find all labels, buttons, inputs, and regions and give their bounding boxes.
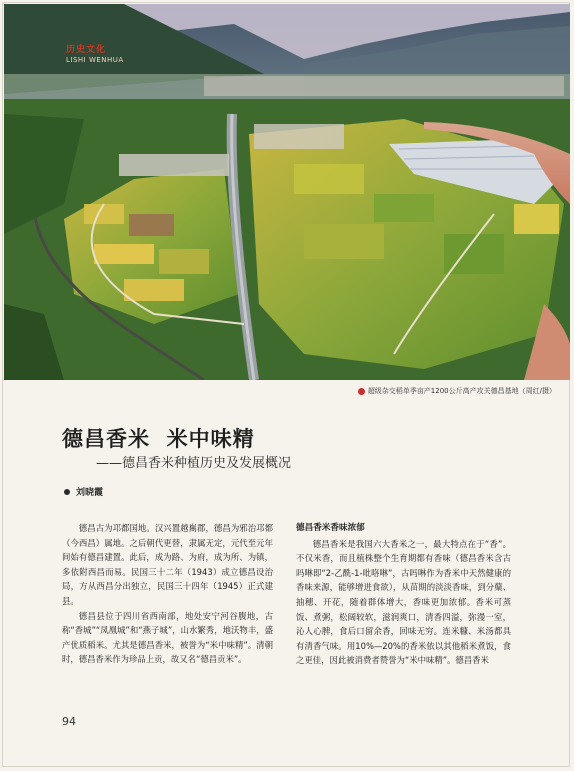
brand-pinyin: LISHI WENHUA [66, 56, 124, 64]
page-number: 94 [62, 715, 76, 728]
paragraph: 德昌古为邛都国地。汉兴置越嶲郡，德昌为邪治邛都（今西昌）属地。之后朝代更替，隶属无定，元代至元年间始有德昌建置。此后，成为路、为府，成为所、为镇，多依附西昌而易。民国三十二年（1943）成立德昌设治局，方从西昌分出独立，民国三十四年（1945）正式建县。 [62, 523, 273, 606]
paragraph: 德昌县位于四川省西南部，地处安宁河谷腹地，古称“香城”“凤凰城”和“燕子城”，山水繁秀，地沃物丰，盛产优质稻米。尤其是德昌香米，被誉为“米中味精”。清朝时，德昌香米作为珍品上贡，故又名“德昌贡米”。 [62, 610, 273, 665]
photo-caption [358, 386, 556, 396]
author-name: 刘晓霞 [76, 488, 104, 498]
brand-chinese: 历史文化 [66, 45, 107, 55]
caption-bullet-icon [358, 388, 365, 395]
caption-text: 超级杂交稻单季亩产1200公斤高产攻关德昌基地（周红/摄） [367, 387, 556, 395]
right-column [296, 521, 511, 668]
section-brand [66, 46, 124, 64]
author-bullet-icon [64, 489, 70, 495]
article-title: 德昌香米 米中味精 [62, 427, 255, 451]
article-subtitle: ——德昌香米种植历史及发展概况 [96, 456, 292, 471]
paragraph: 德昌香米是我国六大香米之一，最大特点在于“香”。不仅米香，而且植株整个生育期都有香味（德昌香米含古吗啉即“2-乙酰-1-吡咯啉”，古吗啉作为香米中天然健康的香味来源，能够增进食欲），从苗期的淡淡香味，到分蘖、抽穗、开花，随着群体增大，香味更加浓郁。香米可蒸饭、煮粥，松阔较软，滋润爽口，清香四溢，弥漫一室，沁人心脾，食后口留余香，回味无穷。连米糠、米汤都具有清香气味。用10%—20%的香米依以其他稻米煮饭，食之更佳，因此被消费者赞誉为“米中味精”。德昌香米 [296, 538, 511, 666]
author-line [64, 485, 103, 498]
aerial-photo [4, 4, 570, 380]
left-column [62, 521, 273, 667]
section-heading: 德昌香米香味浓郁 [296, 523, 365, 533]
